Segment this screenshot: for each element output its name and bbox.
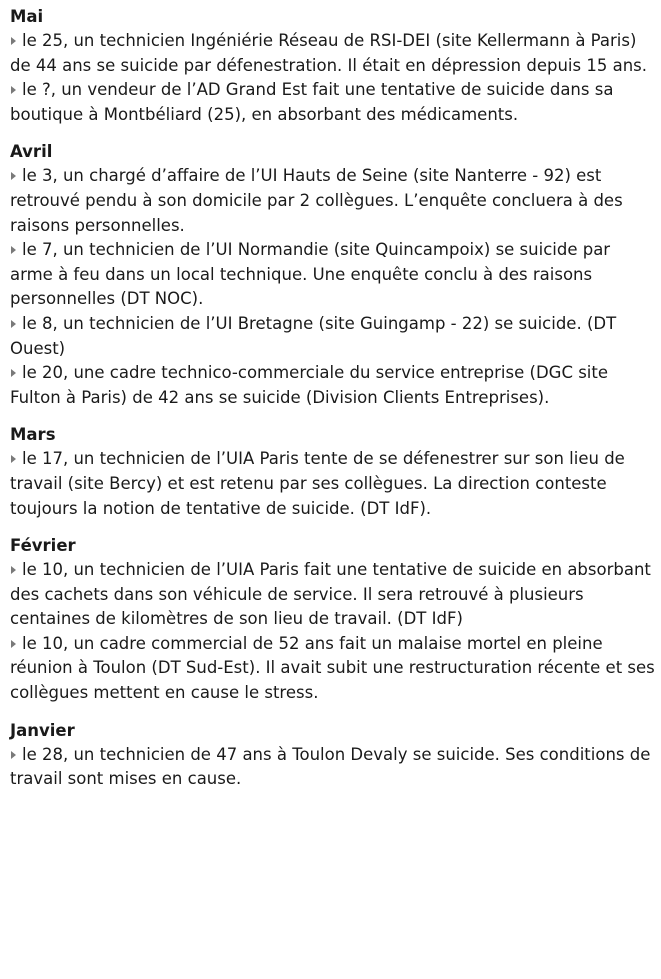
entry-text: le 10, un cadre commercial de 52 ans fait un malaise mortel en pleine réunion à Toulon (DT Sud-Est). Il avait subit une restructuration récente et ses collègues mettent en cause le stress. — [10, 633, 655, 703]
list-item — [10, 361, 655, 410]
entry-text: le 17, un technicien de l’UIA Paris tente de se défenestrer sur son lieu de travail (site Bercy) et est retenu par ses collègues. La direction conteste toujours la notion de tentative de suicide. (DT IdF). — [10, 449, 625, 518]
entry-text: le 20, une cadre technico-commerciale du service entreprise (DGC site Fulton à Paris) de 42 ans se suicide (Division Clients Entreprises). — [10, 363, 609, 407]
bullet-triangle-icon — [11, 37, 16, 45]
month-section-janvier — [10, 719, 655, 792]
entry-text: le 8, un technicien de l’UI Bretagne (site Guingamp - 22) se suicide. (DT Ouest) — [10, 313, 617, 358]
month-heading: Février — [10, 536, 76, 556]
entry-text: le 25, un technicien Ingéniérie Réseau de RSI-DEI (site Kellermann à Paris) de 44 ans se suicide par défenestration. Il était en dépression depuis 15 ans. — [10, 31, 647, 75]
list-item — [10, 29, 655, 78]
list-item — [10, 558, 655, 632]
month-heading: Janvier — [10, 720, 75, 740]
list-item — [10, 312, 655, 361]
bullet-triangle-icon — [11, 369, 16, 377]
bullet-triangle-icon — [11, 455, 16, 463]
bullet-triangle-icon — [11, 172, 16, 180]
list-item — [10, 632, 655, 706]
list-item — [10, 164, 655, 238]
list-item — [10, 78, 655, 127]
entry-text: le 3, un chargé d’affaire de l’UI Hauts de Seine (site Nanterre - 92) est retrouvé pendu à son domicile par 2 collègues. L’enquête concluera à des raisons personnelles. — [10, 166, 623, 235]
list-item — [10, 447, 655, 521]
entry-text: le 28, un technicien de 47 ans à Toulon Devaly se suicide. Ses conditions de travail sont mises en cause. — [10, 744, 651, 789]
bullet-triangle-icon — [11, 320, 16, 328]
month-section-mai — [10, 5, 655, 127]
month-heading: Mai — [10, 7, 44, 26]
month-heading: Avril — [10, 142, 53, 162]
bullet-triangle-icon — [11, 566, 16, 574]
month-heading: Mars — [10, 425, 56, 445]
month-section-avril — [10, 140, 655, 410]
list-item — [10, 743, 655, 792]
bullet-triangle-icon — [11, 751, 16, 759]
list-item — [10, 238, 655, 312]
bullet-triangle-icon — [11, 640, 16, 648]
month-section-mars — [10, 423, 655, 521]
month-section-fevrier — [10, 534, 655, 706]
bullet-triangle-icon — [11, 246, 16, 254]
entry-text: le ?, un vendeur de l’AD Grand Est fait une tentative de suicide dans sa boutique à Montbéliard (25), en absorbant des médicaments. — [10, 80, 614, 124]
entry-text: le 10, un technicien de l’UIA Paris fait une tentative de suicide en absorbant des cachets dans son véhicule de service. Il sera retrouvé à plusieurs centaines de kilomètres de son lieu de travail. (DT IdF) — [10, 560, 651, 629]
entry-text: le 7, un technicien de l’UI Normandie (site Quincampoix) se suicide par arme à feu dans un local technique. Une enquête conclu à des raisons personnelles (DT NOC). — [10, 240, 611, 309]
bullet-triangle-icon — [11, 86, 16, 94]
